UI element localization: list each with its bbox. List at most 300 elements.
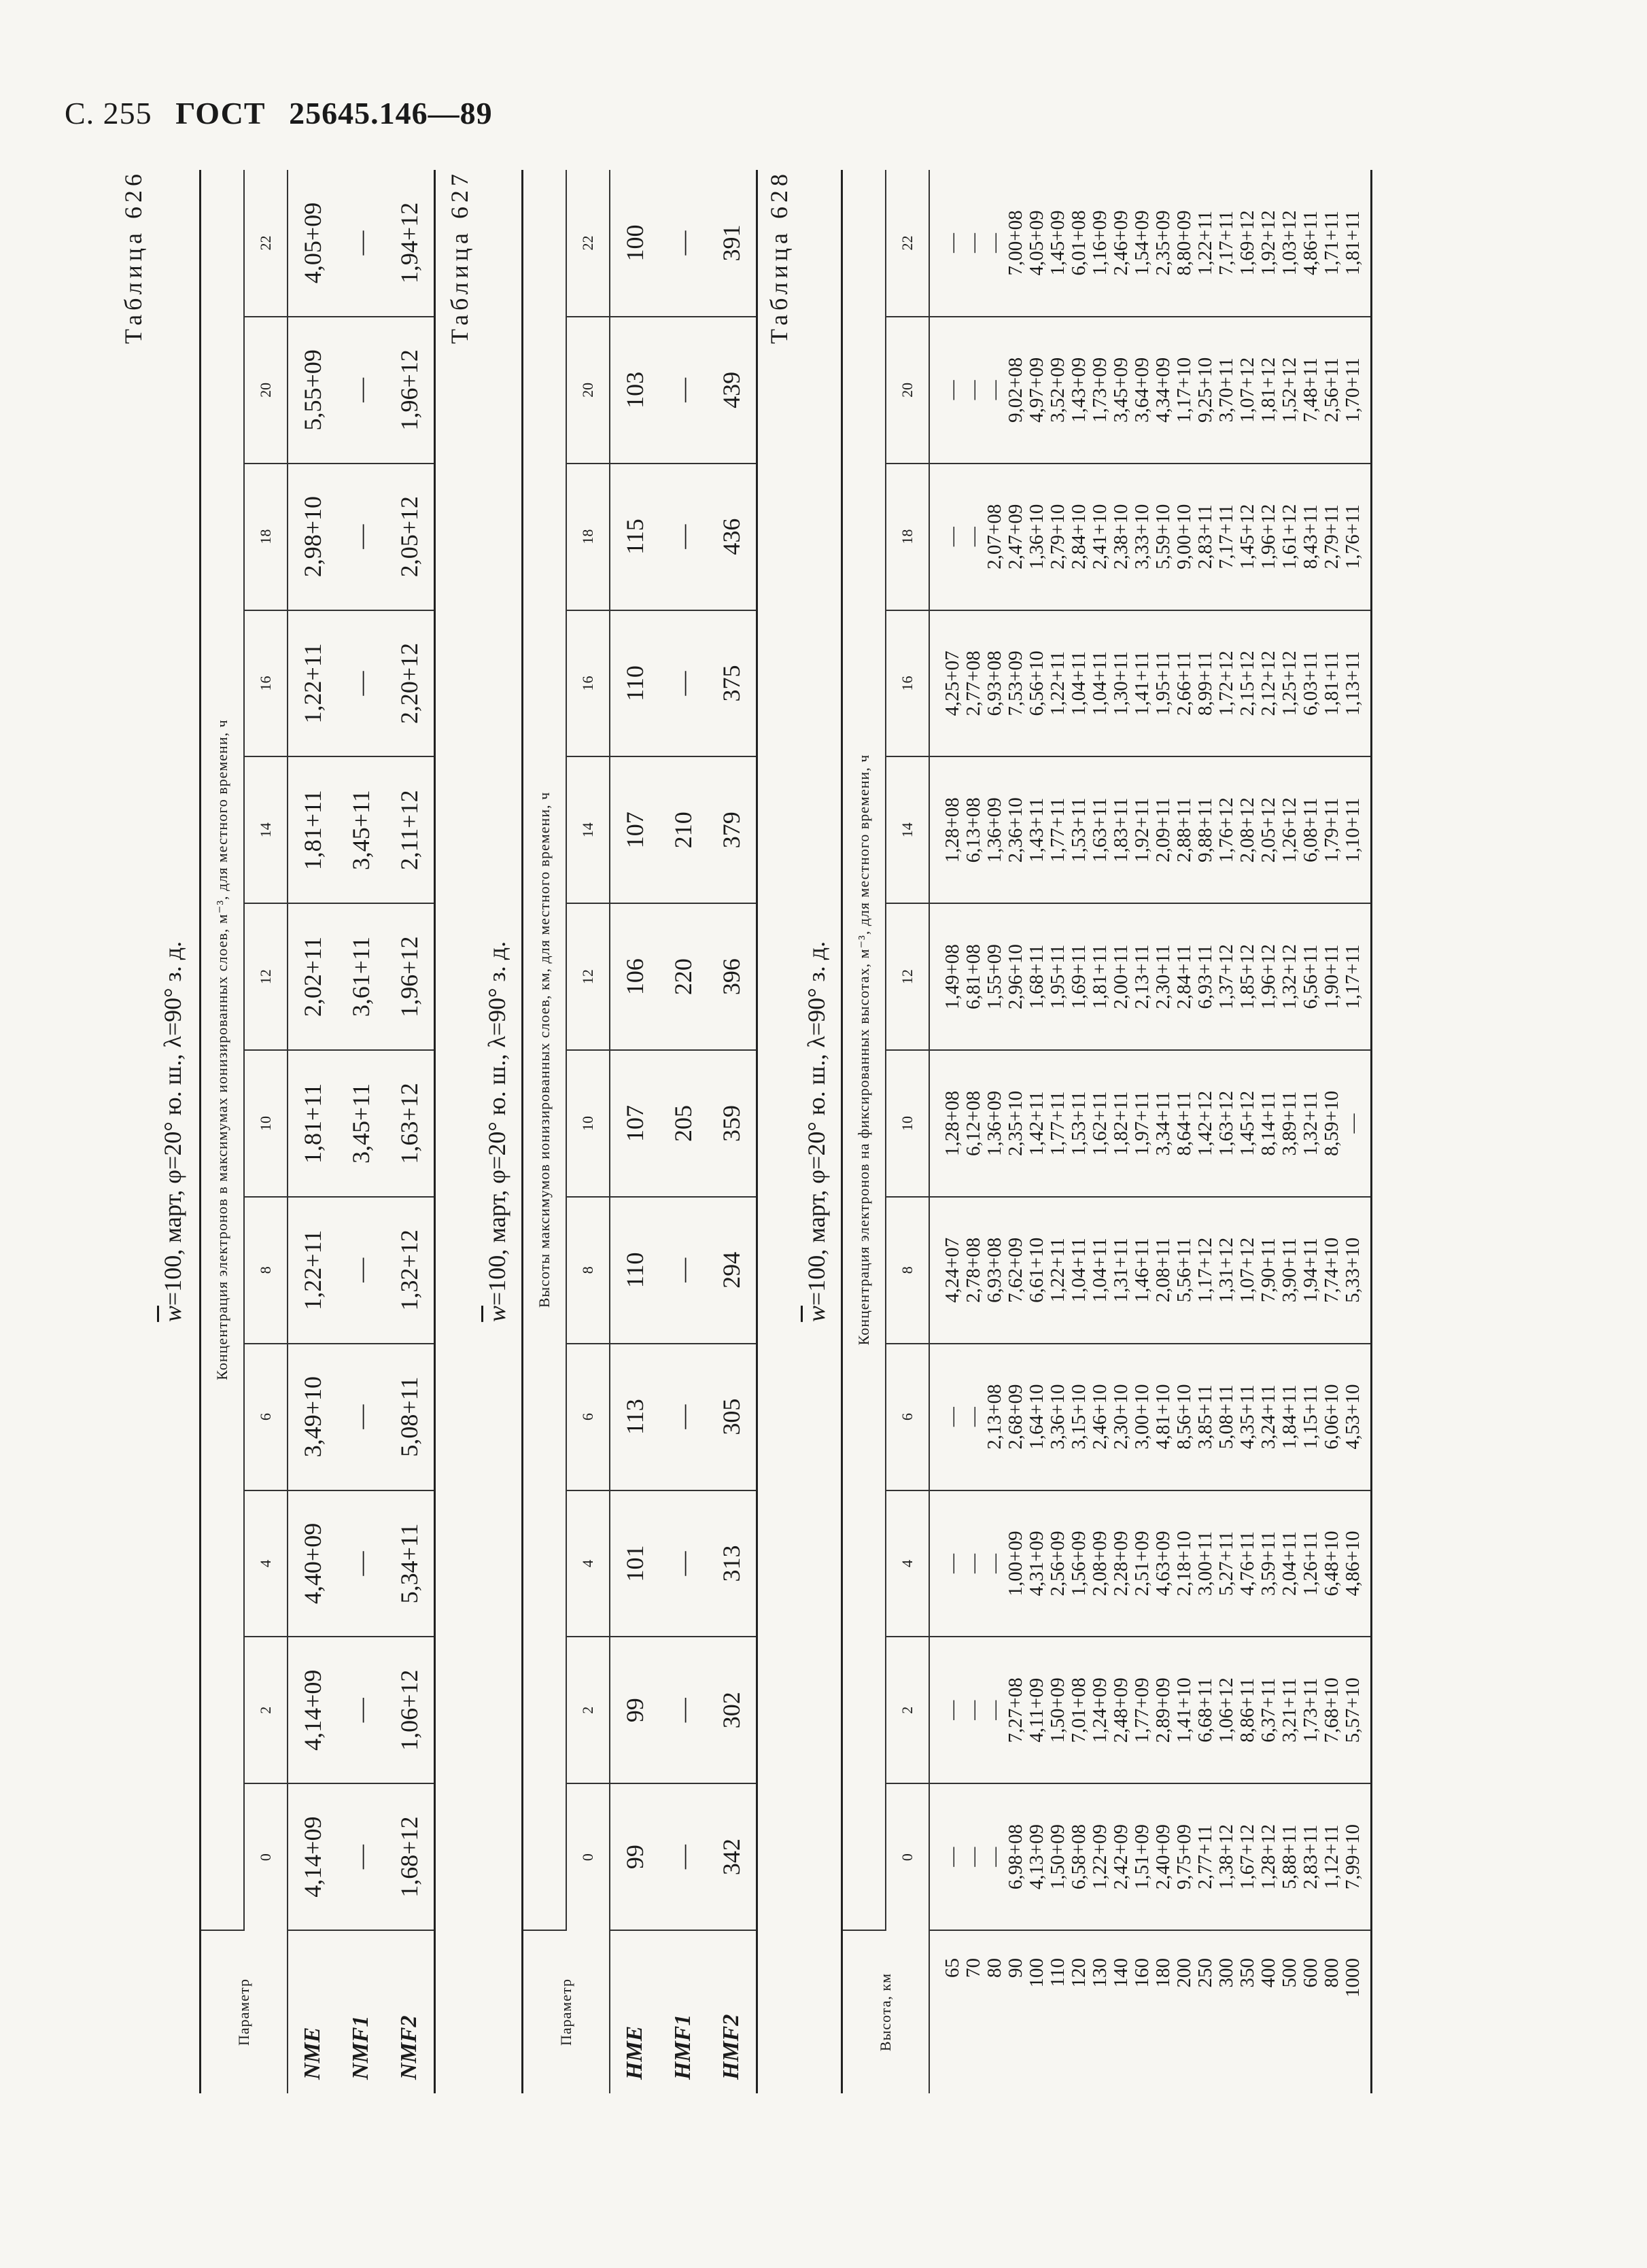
concentration-value: 8,80+09: [1173, 210, 1195, 276]
concentration-value: 7,17+11: [1215, 210, 1237, 275]
param-header: Параметр: [523, 1930, 610, 2093]
condition-line: $\overline{w}=100$, март, φ=20° ю. ш., λ=90° з. д.: [483, 941, 510, 1323]
concentration-value: 6,61+10: [1026, 1237, 1047, 1303]
concentration-value: 1,54+09: [1131, 210, 1153, 276]
concentration-value: 5,59+10: [1152, 504, 1174, 570]
concentration-value: 2,36+10: [1005, 797, 1026, 863]
concentration-value: 1,49+08: [941, 944, 963, 1010]
concentration-value: 8,99+11: [1194, 650, 1216, 716]
concentration-value: 1,50+09: [1047, 1824, 1069, 1890]
concentration-value: 1,24+09: [1089, 1677, 1111, 1743]
hours-row: [566, 170, 610, 2093]
concentration-value: 2,00+11: [1110, 944, 1132, 1009]
value-cell: 3,61+11: [336, 903, 385, 1050]
concentration-value: 1,77+11: [1047, 797, 1069, 862]
value-cell: 220: [659, 903, 708, 1050]
concentration-value: 3,89+11: [1279, 1091, 1300, 1156]
table-row: [385, 170, 434, 2093]
hour-header: 0: [886, 1783, 929, 1930]
concentration-value: 6,56+11: [1300, 944, 1321, 1009]
concentration-value: 6,68+11: [1194, 1677, 1216, 1743]
concentration-value: 1,36+09: [984, 1090, 1005, 1156]
concentration-value: 1,90+11: [1321, 944, 1342, 1009]
table-number: Таблица 626: [120, 170, 147, 344]
concentration-value: 2,05+12: [1258, 797, 1279, 863]
concentration-value: 1,52+12: [1279, 357, 1300, 423]
page-header: [65, 95, 508, 131]
value-cell: 100: [610, 170, 659, 317]
concentration-value: —: [963, 380, 984, 400]
altitude-value: 800: [1321, 1958, 1342, 1988]
hour-header: 14: [244, 756, 288, 903]
hour-header: 0: [244, 1783, 288, 1930]
altitude-value: 400: [1258, 1958, 1279, 1988]
concentration-value: 7,62+09: [1005, 1237, 1026, 1303]
value-cell: —: [336, 1637, 385, 1783]
altitude-value: 110: [1047, 1958, 1069, 1987]
concentration-value: 3,59+11: [1258, 1531, 1279, 1596]
value-cell: 379: [708, 756, 757, 903]
concentration-value: 2,47+09: [1005, 504, 1026, 570]
value-cell: —: [659, 610, 708, 757]
concentration-value: 4,24+07: [941, 1237, 963, 1303]
value-cell: 1,81+11: [288, 1050, 336, 1197]
hour-header: 16: [886, 610, 929, 757]
concentration-value: 2,28+09: [1110, 1531, 1132, 1597]
concentration-value: 6,13+08: [963, 797, 984, 863]
condition-line: $\overline{w}=100$, март, φ=20° ю. ш., λ=90° з. д.: [803, 941, 830, 1323]
value-cell: 4,14+09: [288, 1637, 336, 1783]
value-cell: 1,68+12: [385, 1783, 434, 1930]
concentration-value: 1,17+11: [1342, 944, 1364, 1009]
concentration-value: 1,68+11: [1026, 944, 1047, 1009]
hour-header: 18: [566, 464, 610, 610]
hour-header: 12: [566, 903, 610, 1050]
concentration-value: 1,17+10: [1173, 357, 1195, 423]
concentration-value: 4,25+07: [941, 650, 963, 716]
value-cell: 99: [610, 1783, 659, 1930]
concentration-value: 4,86+11: [1300, 210, 1321, 275]
table-row: [708, 170, 757, 2093]
value-cell: 2,11+12: [385, 756, 434, 903]
hour-header: 10: [886, 1050, 929, 1197]
hour-header: 22: [244, 170, 288, 317]
hour-column: [929, 464, 1372, 610]
concentration-value: —: [1342, 1113, 1364, 1134]
concentration-value: 6,12+08: [963, 1090, 984, 1156]
concentration-value: 1,72+12: [1215, 650, 1237, 716]
concentration-value: 1,71+11: [1321, 210, 1342, 275]
concentration-value: 1,83+11: [1110, 797, 1132, 862]
concentration-value: —: [984, 380, 1005, 400]
concentration-value: 7,99+10: [1342, 1824, 1364, 1890]
hours-row: [886, 170, 929, 2093]
hour-header: 20: [566, 317, 610, 464]
concentration-value: 1,45+12: [1236, 1090, 1258, 1156]
concentration-value: 2,08+09: [1089, 1531, 1111, 1597]
concentration-value: 1,85+12: [1236, 944, 1258, 1010]
value-cell: 115: [610, 464, 659, 610]
hour-header: 22: [886, 170, 929, 317]
hour-header: 8: [566, 1197, 610, 1344]
concentration-value: 5,57+10: [1342, 1677, 1364, 1743]
hour-column: [929, 170, 1372, 317]
concentration-value: 1,50+09: [1047, 1677, 1069, 1743]
concentration-value: 6,37+11: [1258, 1677, 1279, 1743]
concentration-value: 1,13+11: [1342, 650, 1364, 716]
value-cell: 1,63+12: [385, 1050, 434, 1197]
concentration-value: 1,56+09: [1068, 1531, 1090, 1597]
concentration-value: 3,24+11: [1258, 1384, 1279, 1450]
concentration-value: 2,13+11: [1131, 944, 1153, 1009]
concentration-value: 4,81+10: [1152, 1384, 1174, 1450]
value-cell: 4,05+09: [288, 170, 336, 317]
concentration-value: 4,13+09: [1026, 1824, 1047, 1890]
altitude-value: 300: [1215, 1958, 1237, 1988]
concentration-value: 1,41+10: [1173, 1677, 1195, 1743]
concentration-value: 8,86+11: [1236, 1677, 1258, 1743]
value-cell: 2,05+12: [385, 464, 434, 610]
concentration-value: 1,42+12: [1194, 1090, 1216, 1156]
hour-header: 8: [886, 1197, 929, 1344]
altitude-value: 70: [963, 1958, 984, 1978]
concentration-value: 3,90+11: [1279, 1238, 1300, 1303]
concentration-value: 5,56+11: [1173, 1238, 1195, 1303]
concentration-value: 1,32+11: [1300, 1091, 1321, 1156]
concentration-value: 2,40+09: [1152, 1824, 1174, 1890]
concentration-value: 3,52+09: [1047, 357, 1069, 423]
concentration-value: 1,45+12: [1236, 504, 1258, 570]
concentration-value: 1,76+12: [1215, 797, 1237, 863]
value-cell: —: [659, 317, 708, 464]
concentration-value: 1,96+12: [1258, 504, 1279, 570]
concentration-value: 1,38+12: [1215, 1824, 1237, 1890]
concentration-value: 9,25+10: [1194, 357, 1216, 423]
concentration-value: 1,30+11: [1110, 650, 1132, 716]
hour-column: [929, 903, 1372, 1050]
concentration-value: 2,83+11: [1194, 504, 1216, 570]
concentration-value: —: [963, 527, 984, 547]
concentration-value: 7,90+11: [1258, 1238, 1279, 1303]
concentration-value: 1,04+11: [1068, 1238, 1090, 1303]
value-cell: 391: [708, 170, 757, 317]
table-628: [841, 170, 1372, 2093]
concentration-value: 3,33+10: [1131, 504, 1153, 570]
concentration-value: 6,48+10: [1321, 1531, 1342, 1597]
concentration-value: 6,93+08: [984, 1237, 1005, 1303]
concentration-value: 1,43+09: [1068, 357, 1090, 423]
page-number: С. 255: [65, 96, 152, 130]
concentration-value: 2,42+09: [1110, 1824, 1132, 1890]
concentration-value: 1,04+11: [1089, 1238, 1111, 1303]
concentration-value: 1,22+11: [1047, 650, 1069, 716]
hour-header: 6: [886, 1344, 929, 1490]
concentration-value: —: [941, 1407, 963, 1427]
hour-header: 18: [886, 464, 929, 610]
param-name: NMF2: [396, 2015, 422, 2080]
concentration-value: 1,00+09: [1005, 1531, 1026, 1597]
concentration-value: 2,56+11: [1321, 357, 1342, 423]
hour-header: 20: [244, 317, 288, 464]
concentration-value: 1,70+11: [1342, 357, 1364, 423]
concentration-value: 1,31+12: [1215, 1237, 1237, 1303]
concentration-value: 1,92+12: [1258, 210, 1279, 276]
concentration-value: 6,58+08: [1068, 1824, 1090, 1890]
param-name: HMF1: [670, 2014, 695, 2080]
value-cell: 3,45+11: [336, 756, 385, 903]
value-cell: 1,06+12: [385, 1637, 434, 1783]
hour-column: [929, 317, 1372, 464]
hour-header: 16: [244, 610, 288, 757]
concentration-value: 1,46+11: [1131, 1238, 1153, 1303]
concentration-value: 1,94+11: [1300, 1238, 1321, 1303]
concentration-value: 1,69+11: [1068, 944, 1090, 1009]
concentration-value: 3,21+11: [1279, 1677, 1300, 1743]
table-626: [199, 170, 436, 2093]
altitude-value: 250: [1194, 1958, 1216, 1988]
altitude-value: 600: [1300, 1958, 1321, 1988]
table-row: [610, 170, 659, 2093]
concentration-value: 4,97+09: [1026, 357, 1047, 423]
concentration-value: 9,00+10: [1173, 504, 1195, 570]
value-cell: 4,14+09: [288, 1783, 336, 1930]
altitude-value: 80: [984, 1958, 1005, 1978]
concentration-value: 6,98+08: [1005, 1824, 1026, 1890]
concentration-value: 2,48+09: [1110, 1677, 1132, 1743]
concentration-value: 1,36+09: [984, 797, 1005, 863]
concentration-value: 4,86+10: [1342, 1531, 1364, 1597]
altitude-value: 100: [1026, 1958, 1047, 1988]
concentration-value: 1,61+12: [1279, 504, 1300, 570]
value-cell: 302: [708, 1637, 757, 1783]
hour-header: 6: [244, 1344, 288, 1490]
hour-header: 2: [886, 1637, 929, 1783]
altitude-value: 350: [1236, 1958, 1258, 1988]
concentration-value: 2,08+11: [1152, 1238, 1174, 1303]
hour-column: [929, 1490, 1372, 1637]
concentration-value: 1,81+11: [1342, 210, 1364, 275]
concentration-value: 8,56+10: [1173, 1384, 1195, 1450]
param-header: Параметр: [201, 1930, 288, 2093]
concentration-value: 7,01+08: [1068, 1677, 1090, 1743]
value-cell: 99: [610, 1637, 659, 1783]
concentration-value: 1,77+09: [1131, 1677, 1153, 1743]
hour-header: 14: [566, 756, 610, 903]
altitude-value: 180: [1152, 1958, 1174, 1988]
concentration-value: —: [963, 1553, 984, 1573]
concentration-value: 1,42+11: [1026, 1091, 1047, 1156]
concentration-value: —: [963, 232, 984, 253]
hour-header: 18: [244, 464, 288, 610]
concentration-value: 1,06+12: [1215, 1677, 1237, 1743]
condition-line: $\overline{w}=100$, март, φ=20° ю. ш., λ=90° з. д.: [159, 941, 186, 1323]
hour-header: 22: [566, 170, 610, 317]
concentration-value: —: [941, 232, 963, 253]
concentration-value: 2,66+11: [1173, 650, 1195, 716]
concentration-value: 6,03+11: [1300, 650, 1321, 716]
concentration-value: 1,28+12: [1258, 1824, 1279, 1890]
concentration-value: 3,00+10: [1131, 1384, 1153, 1450]
hour-column: [929, 610, 1372, 757]
concentration-value: 1,22+09: [1089, 1824, 1111, 1890]
concentration-value: 2,78+08: [963, 1237, 984, 1303]
concentration-value: 2,18+10: [1173, 1531, 1195, 1597]
concentration-value: 1,95+11: [1047, 944, 1069, 1009]
value-cell: 107: [610, 756, 659, 903]
value-cell: 2,02+11: [288, 903, 336, 1050]
altitude-value: 90: [1005, 1958, 1026, 1978]
concentration-value: —: [984, 1700, 1005, 1720]
param-name: HME: [621, 2025, 647, 2080]
concentration-value: 4,11+09: [1026, 1677, 1047, 1743]
concentration-value: 9,75+09: [1173, 1824, 1195, 1890]
value-cell: 1,32+12: [385, 1197, 434, 1344]
concentration-value: 1,55+09: [984, 944, 1005, 1010]
hour-column: [929, 1050, 1372, 1197]
value-cell: 313: [708, 1490, 757, 1637]
value-cell: —: [659, 464, 708, 610]
concentration-value: 4,05+09: [1026, 210, 1047, 276]
concentration-value: 1,10+11: [1342, 797, 1364, 862]
concentration-value: 1,43+11: [1026, 797, 1047, 862]
concentration-value: 1,07+12: [1236, 1237, 1258, 1303]
value-cell: 106: [610, 903, 659, 1050]
concentration-value: —: [963, 1407, 984, 1427]
concentration-value: —: [984, 1553, 1005, 1573]
value-cell: 305: [708, 1344, 757, 1490]
table-caption: Концентрация электронов в максимумах ионизированных слоев, м⁻³, для местного времени, ч: [201, 170, 245, 1930]
hours-row: [244, 170, 288, 2093]
hour-header: 0: [566, 1783, 610, 1930]
concentration-value: 2,84+11: [1173, 944, 1195, 1009]
concentration-value: 8,59+10: [1321, 1090, 1342, 1156]
concentration-value: —: [984, 232, 1005, 253]
concentration-value: 1,25+12: [1279, 650, 1300, 716]
concentration-value: 1,81+11: [1321, 650, 1342, 716]
value-cell: —: [659, 1490, 708, 1637]
value-cell: 1,94+12: [385, 170, 434, 317]
value-cell: —: [336, 464, 385, 610]
hour-header: 4: [886, 1490, 929, 1637]
value-cell: 294: [708, 1197, 757, 1344]
value-cell: 359: [708, 1050, 757, 1197]
value-cell: 396: [708, 903, 757, 1050]
concentration-value: 1,36+10: [1026, 504, 1047, 570]
value-cell: 1,96+12: [385, 317, 434, 464]
concentration-value: 7,53+09: [1005, 650, 1026, 716]
value-cell: —: [336, 1197, 385, 1344]
concentration-value: 1,79+11: [1321, 797, 1342, 862]
concentration-value: 2,84+10: [1068, 504, 1090, 570]
value-cell: 110: [610, 1197, 659, 1344]
concentration-value: 5,08+11: [1215, 1384, 1237, 1450]
concentration-value: 1,73+09: [1089, 357, 1111, 423]
concentration-value: 4,31+09: [1026, 1531, 1047, 1597]
concentration-value: 3,36+10: [1047, 1384, 1069, 1450]
concentration-value: 6,08+11: [1300, 797, 1321, 862]
value-cell: —: [336, 1490, 385, 1637]
concentration-value: 1,45+09: [1047, 210, 1069, 276]
concentration-value: 2,46+09: [1110, 210, 1132, 276]
concentration-value: 3,15+10: [1068, 1384, 1090, 1450]
value-cell: 1,22+11: [288, 610, 336, 757]
concentration-value: 7,27+08: [1005, 1677, 1026, 1743]
concentration-value: —: [984, 1847, 1005, 1867]
concentration-value: 1,82+11: [1110, 1091, 1132, 1156]
hour-header: 4: [566, 1490, 610, 1637]
value-cell: —: [659, 1197, 708, 1344]
concentration-value: 1,28+08: [941, 797, 963, 863]
concentration-value: 2,56+09: [1047, 1531, 1069, 1597]
concentration-value: 1,26+12: [1279, 797, 1300, 863]
concentration-value: 7,00+08: [1005, 210, 1026, 276]
value-cell: 101: [610, 1490, 659, 1637]
value-cell: 5,55+09: [288, 317, 336, 464]
concentration-value: 2,13+08: [984, 1384, 1005, 1450]
concentration-value: 1,76+11: [1342, 504, 1364, 570]
table-row: [659, 170, 708, 2093]
concentration-value: 5,27+11: [1215, 1531, 1237, 1596]
altitude-column: [929, 1930, 1372, 2093]
hour-header: 16: [566, 610, 610, 757]
value-cell: 113: [610, 1344, 659, 1490]
value-cell: 436: [708, 464, 757, 610]
hour-header: 2: [566, 1637, 610, 1783]
value-cell: 375: [708, 610, 757, 757]
concentration-value: 1,92+11: [1131, 797, 1153, 862]
concentration-value: 2,79+10: [1047, 504, 1069, 570]
value-cell: 205: [659, 1050, 708, 1197]
concentration-value: 1,31+11: [1110, 1238, 1132, 1303]
value-cell: 1,96+12: [385, 903, 434, 1050]
concentration-value: 1,26+11: [1300, 1531, 1321, 1596]
hour-column: [929, 1344, 1372, 1490]
concentration-value: 2,35+10: [1005, 1090, 1026, 1156]
concentration-value: 6,93+11: [1194, 944, 1216, 1009]
hour-header: 12: [244, 903, 288, 1050]
concentration-value: 1,37+12: [1215, 944, 1237, 1010]
value-cell: 4,40+09: [288, 1490, 336, 1637]
value-cell: 210: [659, 756, 708, 903]
value-cell: —: [659, 1344, 708, 1490]
standard-number: 25645.146—89: [289, 96, 493, 130]
concentration-value: 5,88+11: [1279, 1824, 1300, 1889]
altitude-value: 130: [1089, 1958, 1111, 1988]
concentration-value: 2,96+10: [1005, 944, 1026, 1010]
concentration-value: 2,46+10: [1089, 1384, 1111, 1450]
concentration-value: 2,77+08: [963, 650, 984, 716]
concentration-value: 1,07+12: [1236, 357, 1258, 423]
concentration-value: 1,97+11: [1131, 1091, 1153, 1156]
concentration-value: 2,35+09: [1152, 210, 1174, 276]
concentration-value: 8,14+11: [1258, 1091, 1279, 1156]
table-row: [929, 170, 1372, 2093]
concentration-value: 7,68+10: [1321, 1677, 1342, 1743]
value-cell: 5,08+11: [385, 1344, 434, 1490]
table-row: [336, 170, 385, 2093]
concentration-value: 2,30+10: [1110, 1384, 1132, 1450]
value-cell: —: [659, 1783, 708, 1930]
hour-column: [929, 1783, 1372, 1930]
value-cell: 3,49+10: [288, 1344, 336, 1490]
concentration-value: 1,22+11: [1047, 1238, 1069, 1303]
concentration-value: 9,88+11: [1194, 797, 1216, 862]
hour-header: 12: [886, 903, 929, 1050]
concentration-value: 1,67+12: [1236, 1824, 1258, 1890]
table-number: Таблица 628: [765, 170, 793, 344]
concentration-value: —: [963, 1847, 984, 1867]
value-cell: 1,22+11: [288, 1197, 336, 1344]
